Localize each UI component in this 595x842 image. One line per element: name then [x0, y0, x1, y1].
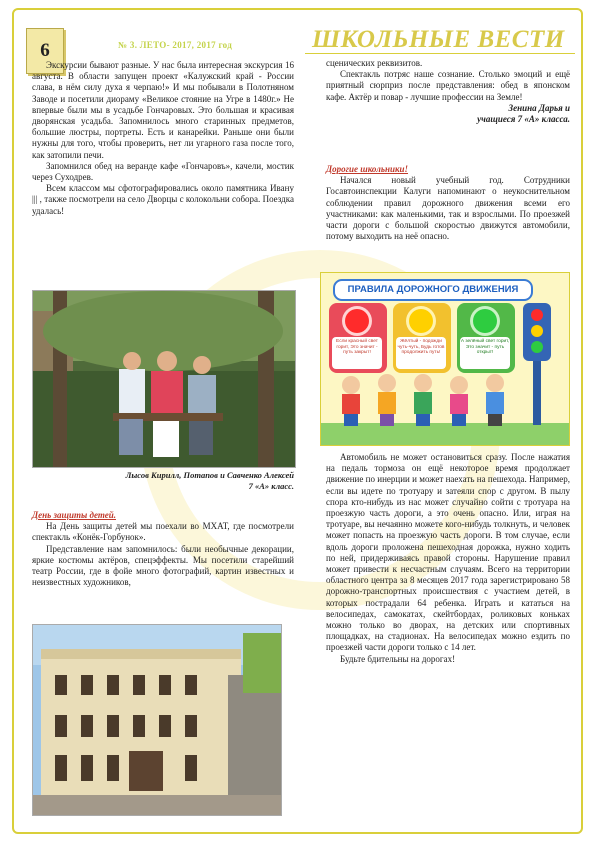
paragraph: Всем классом мы сфотографировались около памятника Ивану ||| , также посмотрели на село Дворцы с колокольни собора. Поездка удалась!	[32, 183, 294, 216]
masthead-rule	[305, 53, 575, 54]
traffic-rules-poster	[320, 272, 570, 446]
article-heading: Дорогие школьники!	[326, 164, 409, 174]
paragraph: Экскурсии бывают разные. У нас была интересная экскурсия 16 августа. В области запущен проект «Калужский край - России слава, в нём силу духа я черпаю!» И мы побывали в Полотняном Заводе и посетили диораму «Великое стояние на Угре в 1480г.» Не впервые были мы в усадьбе Гончаровых. Это большая и красивая дворянская усадьба. Запомнилось много старинных предметов, большие люстры, портреты. Есть и канарейки. Раньше они были нужны для того, чтобы проверить, нет ли угарного газа после того, как затопили печи.	[32, 60, 294, 160]
red-light-text: Если красный свет горит, Это значит - путь закрыт!	[332, 337, 382, 369]
theatre-photo-image	[33, 625, 281, 815]
children-day-article	[32, 510, 294, 588]
paragraph: Начался новый учебный год. Сотрудники Госавтоинспекции Калуги напоминают о неукоснительном соблюдении правил дорожного движения всеми его участниками: как маленькими, так и взрослыми. По проезжей части дороги с большой скоростью движутся автомобили, потому выходить на неё опасно.	[326, 175, 570, 242]
road-safety-intro	[326, 164, 570, 242]
photo-caption	[32, 470, 294, 492]
excursion-article	[32, 60, 294, 217]
road-safety-body	[326, 452, 570, 665]
article-heading: День защиты детей.	[32, 510, 116, 520]
page-number: 6	[26, 28, 64, 74]
paragraph: Представление нам запомнилось: были необычные декорации, яркие костюмы актёров, спецэффекты. Мы посетили старейший театр России, где в фойе много фотографий, картин известных и неизвестных художников,	[32, 543, 294, 588]
paragraph: Автомобиль не может остановиться сразу. После нажатия на педаль тормоза он ещё некоторое время продолжает движение по инерции и может наехать на пешехода. Например, если вы идете по тротуару и затеяли спор с другом. В пылу спора кто-нибудь из нас может случайно сойти с тротуара на проезжую часть дороги, а это очень опасно. Или, играя на тротуаре, вы нечаянно можете кого-нибудь толкнуть, и человек может попасть на проезжую часть дороги. В том случае, если вдоль дороги проложена пешеходная дорожка, нужно ходить по ней, придерживаясь правой стороны. Нарушение правил может привести к несчастным случаям. Всего на территории областного центра за 8 месяцев 2017 года зарегистрировано 58 дорожно-транспортных происшествия с участием детей, в которых пострадали 64 ребенка. Играть и кататься на велосипедах, самокатах, скейтбордах, роликовых коньках можно только во дворах, на детских или спортивных площадках, на стадионах. На велосипедах можно ездить по проезжей части дороги только с 14 лет.	[326, 452, 570, 653]
theatre-photo	[32, 624, 282, 816]
yellow-light-text: Жёлтый - подожди чуть-чуть, Будь готов продолжить путь!	[396, 337, 446, 369]
group-photo-image	[33, 291, 295, 467]
issue-line: № 3. ЛЕТО- 2017, 2017 год	[118, 40, 233, 50]
group-photo	[32, 290, 296, 468]
signature-line: учащиеся 7 «А» класса.	[477, 114, 570, 125]
paragraph: Спектакль потряс наше сознание. Столько эмоций и ещё приятный сюрприз после представления: обед в японском кафе. Актёр и повар - лучшие профессии на Земле!	[326, 69, 570, 102]
children-and-traffic-light-illustration	[321, 273, 569, 445]
paragraph: Запомнился обед на веранде кафе «Гончаровъ», качели, мостик через Суходрев.	[32, 160, 294, 183]
closing-line: Будьте бдительны на дорогах!	[340, 653, 456, 664]
signature-line: Зенина Дарья и	[508, 102, 570, 113]
masthead-title: ШКОЛЬНЫЕ ВЕСТИ	[312, 26, 565, 53]
caption-class: 7 «А» класс.	[248, 481, 294, 491]
paragraph: сценических реквизитов.	[326, 58, 423, 68]
paragraph: На День защиты детей мы поехали во МХАТ, где посмотрели спектакль «Конёк-Горбунок».	[32, 521, 294, 543]
poster-title: ПРАВИЛА ДОРОЖНОГО ДВИЖЕНИЯ	[333, 279, 533, 301]
caption-names: Лысов Кирилл, Потапов и Савченко Алексей	[125, 470, 294, 480]
theatre-article-continued	[326, 58, 570, 125]
green-light-text: А зелёный свет горит, Это значит - путь открыт!	[460, 337, 510, 369]
